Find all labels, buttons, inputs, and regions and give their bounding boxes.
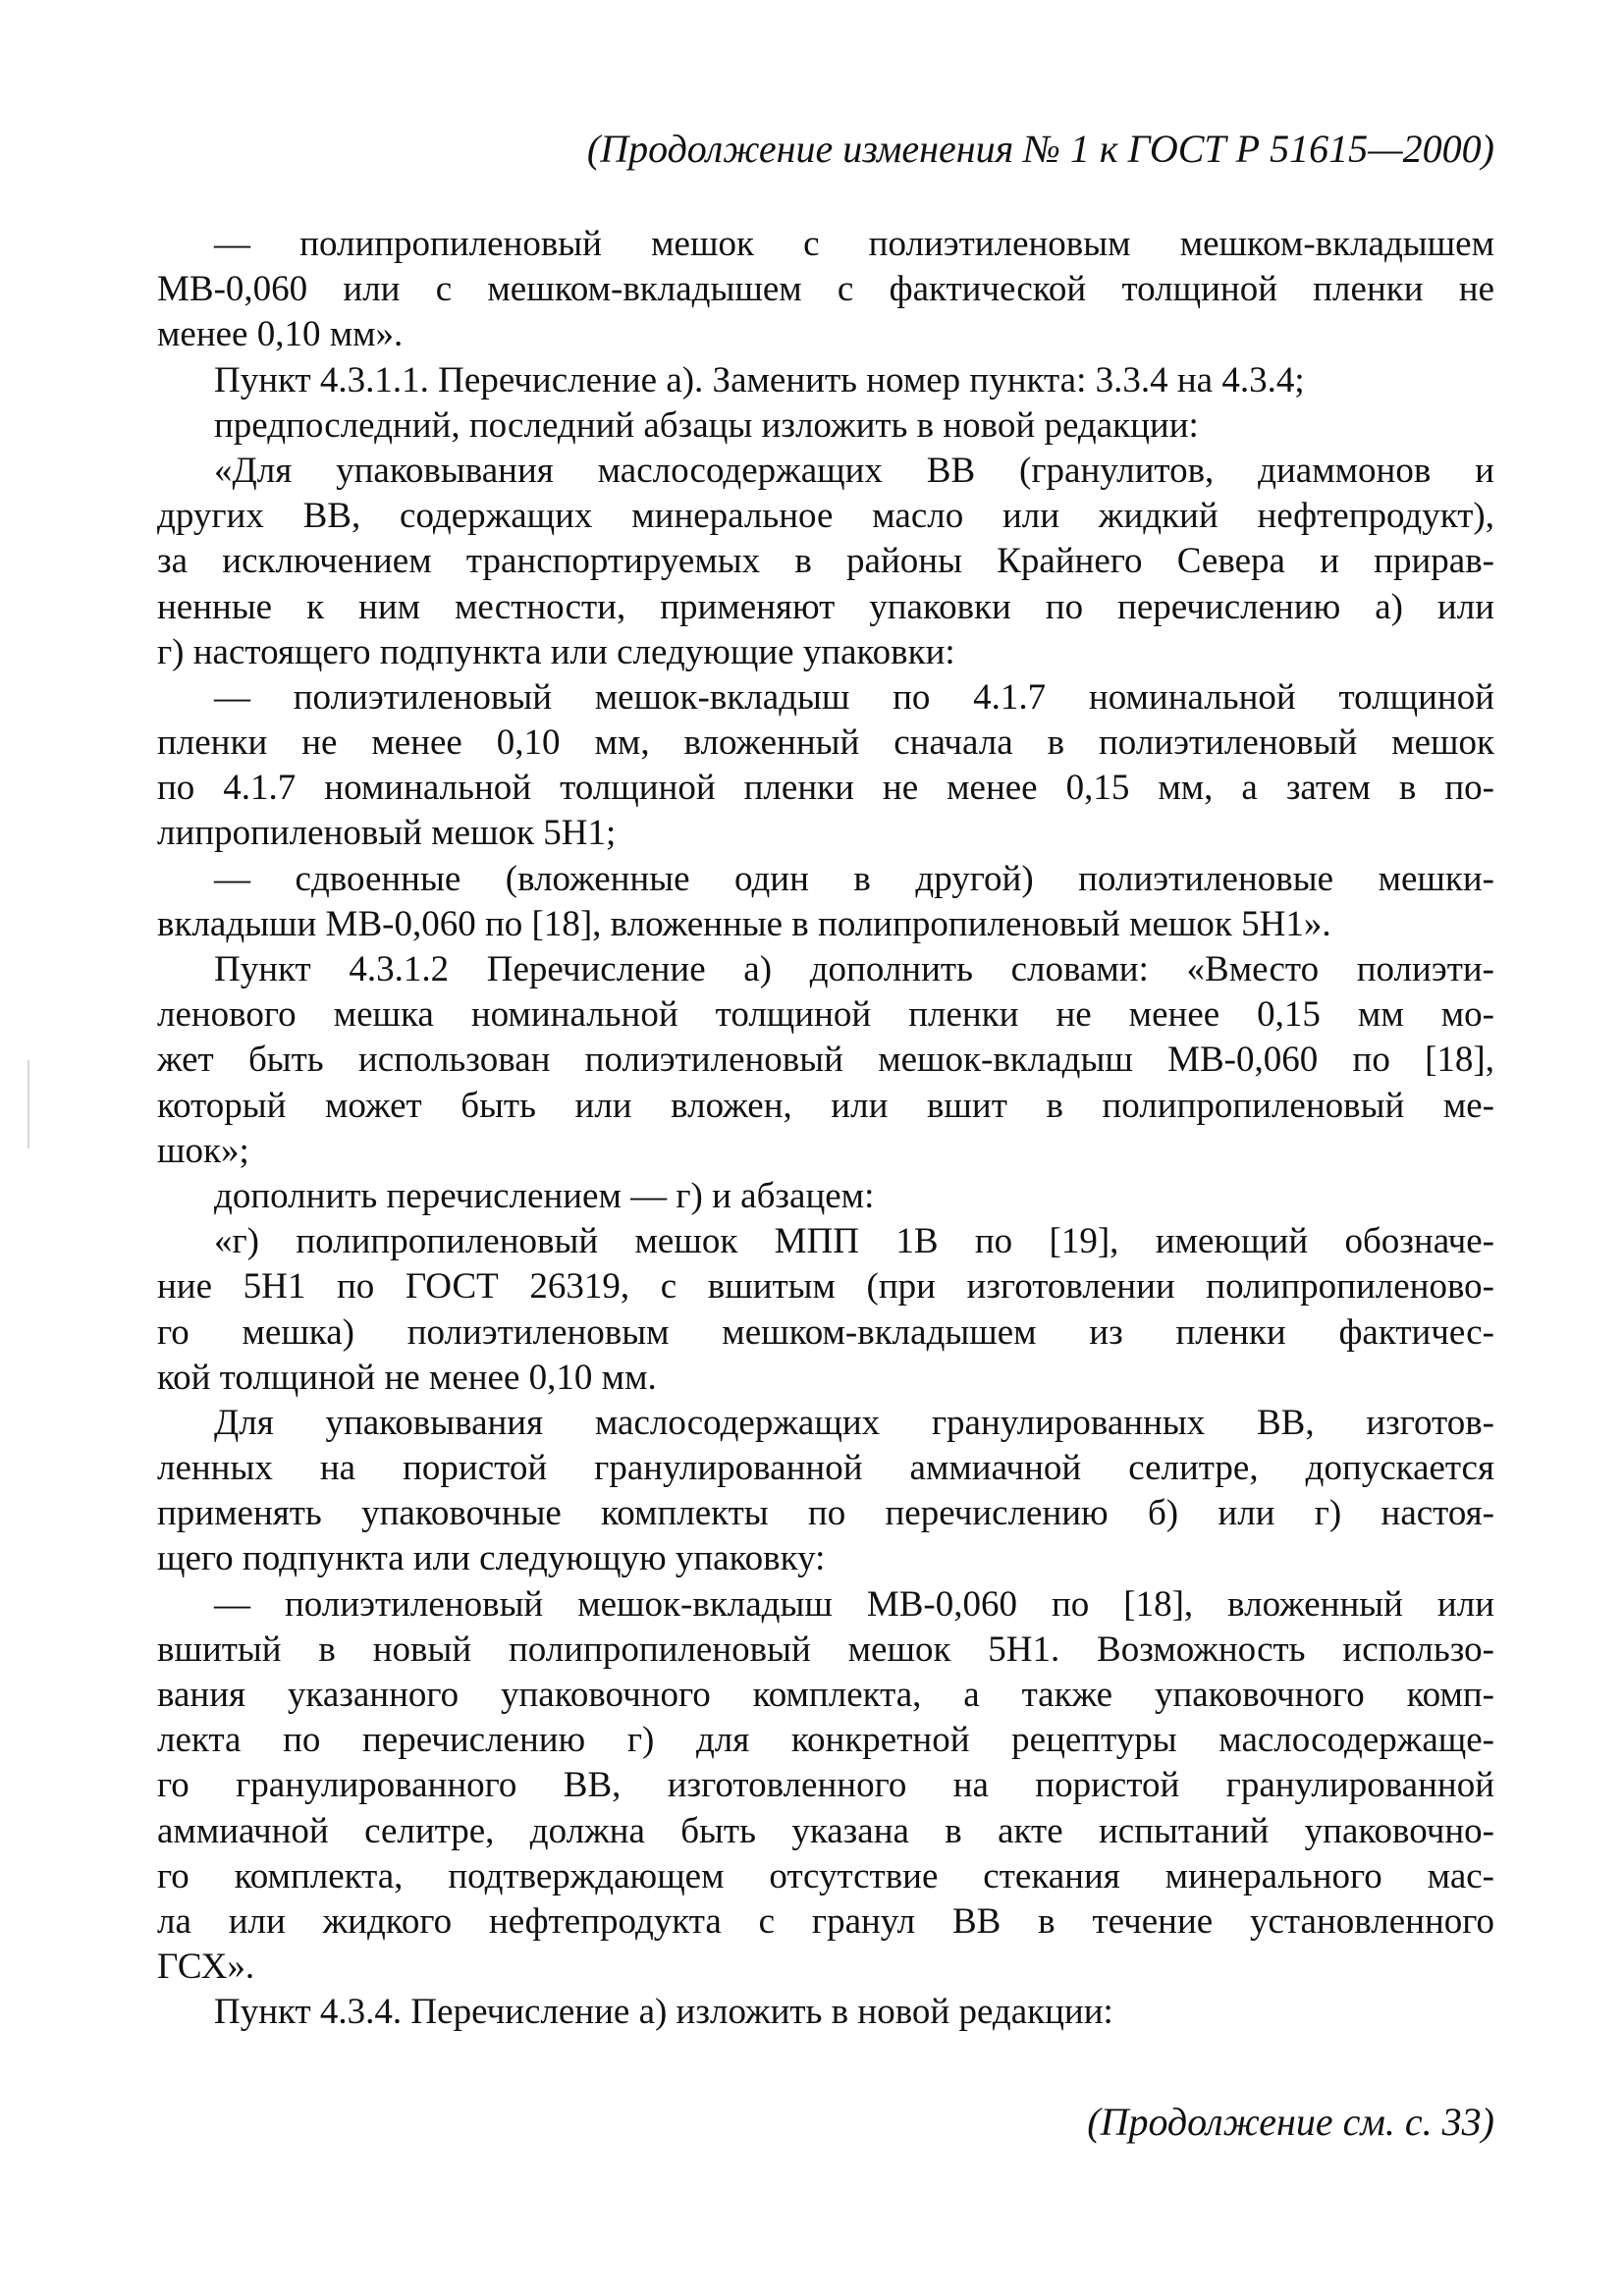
text-line: ненные к ним местности, применяют упаковки по перечислению а) или [157, 586, 1494, 627]
text-line: Пункт 4.3.1.2 Перечисление а) дополнить словами: «Вместо полиэти- [214, 949, 1494, 989]
text-line: — полипропиленовый мешок с полиэтиленовым мешком-вкладышем [214, 224, 1494, 264]
text-line: других ВВ, содержащих минеральное масло или жидкий нефтепродукт), [157, 496, 1494, 537]
text-line: вания указанного упаковочного комплекта, а также упаковочного комп- [157, 1675, 1494, 1715]
text-line: — полиэтиленовый мешок-вкладыш по 4.1.7 номинальной толщиной [214, 676, 1494, 718]
text-line: ГСХ». [157, 1947, 255, 1988]
text-line: пленки не менее 0,10 мм, вложенный сначала в полиэтиленовый мешок [157, 722, 1494, 764]
text-line: «Для упаковывания маслосодержащих ВВ (гранулитов, диаммонов и [214, 450, 1494, 491]
text-line: за исключением транспортируемых в районы Крайнего Севера и прирав- [157, 541, 1494, 582]
text-line: лекта по перечислению г) для конкретной рецептуры маслосодержаще- [157, 1720, 1494, 1761]
page-header: (Продолжение изменения № 1 к ГОСТ Р 51615—2000) [586, 127, 1494, 171]
text-line: ленового мешка номинальной толщиной пленки не менее 0,15 мм мо- [157, 994, 1494, 1036]
text-line: Пункт 4.3.4. Перечисление а) изложить в новой редакции: [214, 1992, 1113, 2033]
text-line: го комплекта, подтверждающем отсутствие стекания минерального мас- [157, 1855, 1494, 1896]
scan-margin-mark [27, 1060, 29, 1148]
page-footer: (Продолжение см. с. 33) [1087, 2100, 1494, 2144]
text-line: г) настоящего подпункта или следующие упаковки: [157, 631, 955, 672]
text-line: липропиленовый мешок 5Н1; [157, 813, 617, 854]
text-line: вкладыши МВ-0,060 по [18], вложенные в полипропиленовый мешок 5Н1». [157, 903, 1331, 944]
text-line: МВ-0,060 или с мешком-вкладышем с фактической толщиной пленки не [157, 269, 1494, 310]
text-line: применять упаковочные комплекты по перечислению б) или г) настоя- [157, 1493, 1494, 1534]
text-line: — сдвоенные (вложенные один в другой) полиэтиленовые мешки- [214, 858, 1494, 899]
text-line: го мешка) полиэтиленовым мешком-вкладышем из пленки фактичес- [157, 1311, 1494, 1353]
text-line: ленных на пористой гранулированной аммиачной селитре, допускается [157, 1448, 1494, 1489]
text-line: кой толщиной не менее 0,10 мм. [157, 1357, 657, 1398]
body-text [157, 222, 1494, 2036]
text-line: ла или жидкого нефтепродукта с гранул ВВ в течение установленного [157, 1900, 1494, 1942]
text-line: Для упаковывания маслосодержащих гранулированных ВВ, изготов- [214, 1402, 1494, 1443]
text-line: дополнить перечислением — г) и абзацем: [214, 1175, 875, 1216]
text-line: — полиэтиленовый мешок-вкладыш МВ-0,060 по [18], вложенный или [214, 1583, 1494, 1625]
text-line: который может быть или вложен, или вшит в полипропиленовый ме- [157, 1085, 1494, 1126]
text-line: по 4.1.7 номинальной толщиной пленки не менее 0,15 мм, а затем в по- [157, 768, 1494, 809]
text-line: аммиачной селитре, должна быть указана в акте испытаний упаковочно- [157, 1810, 1494, 1851]
text-line: вшитый в новый полипропиленовый мешок 5Н1. Возможность использо- [157, 1629, 1494, 1670]
text-line: шок»; [157, 1130, 249, 1171]
text-line: щего подпункта или следующую упаковку: [157, 1538, 826, 1579]
text-line: ние 5Н1 по ГОСТ 26319, с вшитым (при изготовлении полипропиленово- [157, 1266, 1494, 1308]
text-line: менее 0,10 мм». [157, 314, 404, 355]
text-line: «г) полипропиленовый мешок МПП 1В по [19], имеющий обозначе- [214, 1221, 1494, 1262]
text-line: жет быть использован полиэтиленовый мешок-вкладыш МВ-0,060 по [18], [157, 1040, 1494, 1081]
text-line: предпоследний, последний абзацы изложить в новой редакции: [214, 404, 1199, 446]
text-line: го гранулированного ВВ, изготовленного на пористой гранулированной [157, 1765, 1494, 1806]
text-line: Пункт 4.3.1.1. Перечисление а). Заменить номер пункта: 3.3.4 на 4.3.4; [214, 359, 1305, 400]
